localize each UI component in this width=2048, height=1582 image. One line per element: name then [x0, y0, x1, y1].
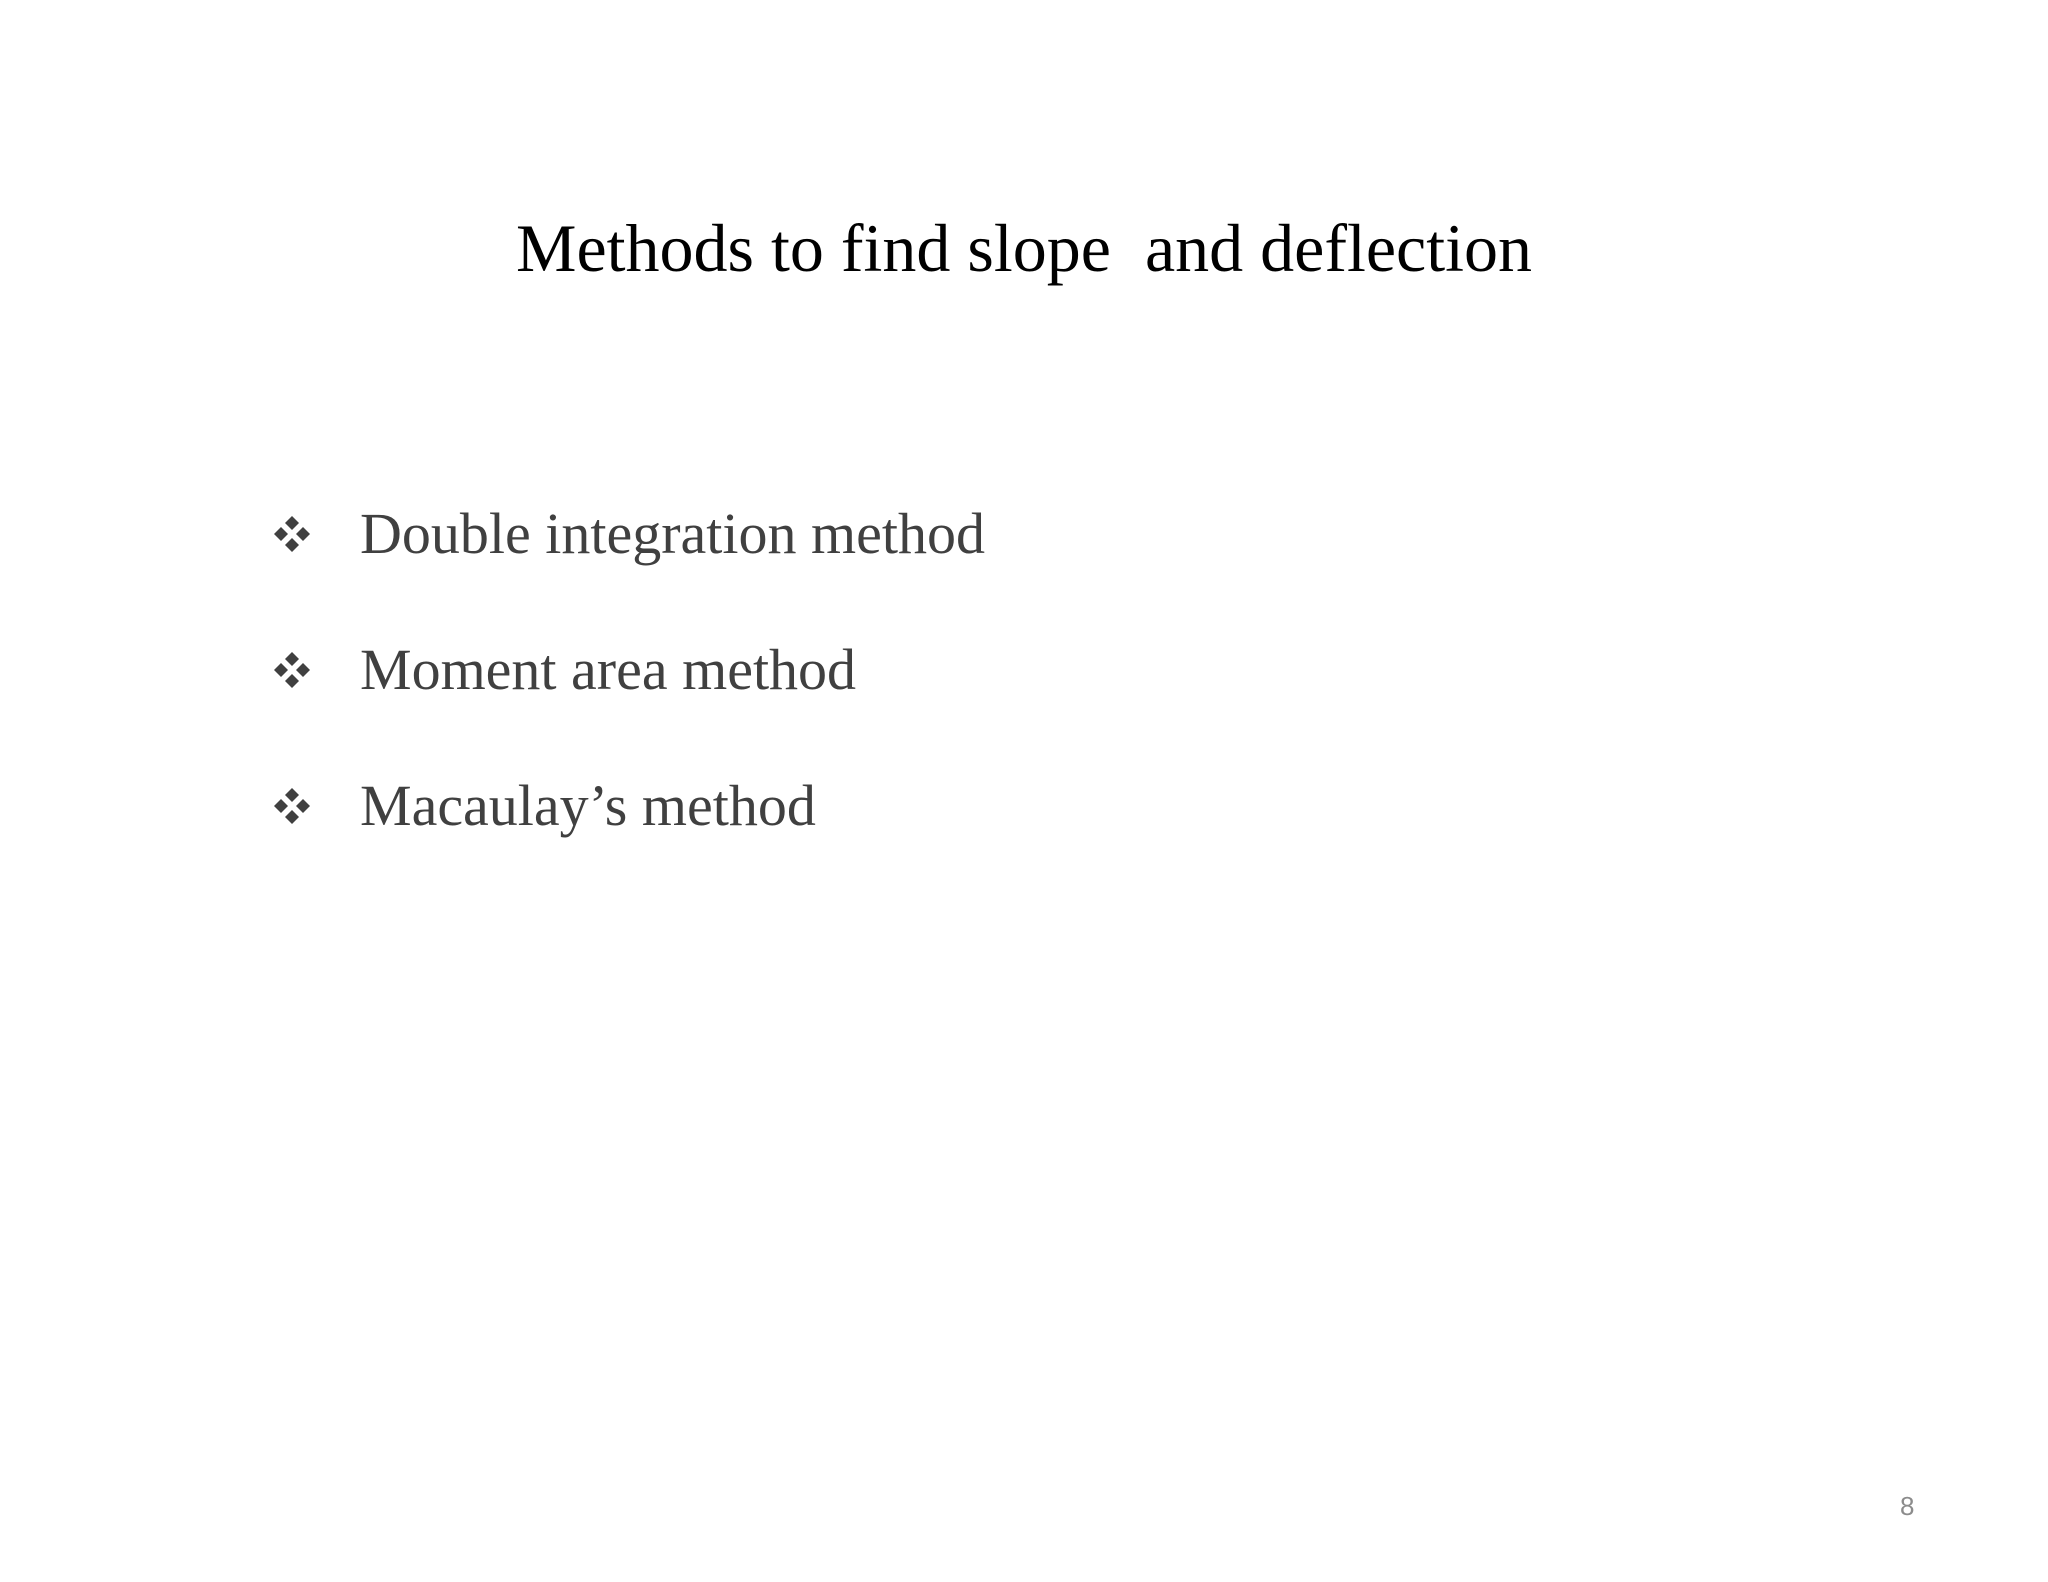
bullet-text: Moment area method: [360, 637, 857, 702]
bullet-text: Macaulay’s method: [360, 773, 816, 838]
list-item: [268, 634, 985, 706]
diamond-cluster-icon: [268, 782, 316, 830]
list-item: [268, 770, 985, 842]
bullet-text: Double integration method: [360, 501, 985, 566]
bullet-list: [268, 498, 985, 906]
diamond-cluster-icon: [268, 510, 316, 558]
page-number: 8: [1900, 1491, 1915, 1521]
slide-title: Methods to find slope and deflection: [515, 210, 1532, 286]
list-item: [268, 498, 985, 570]
diamond-cluster-icon: [268, 646, 316, 694]
